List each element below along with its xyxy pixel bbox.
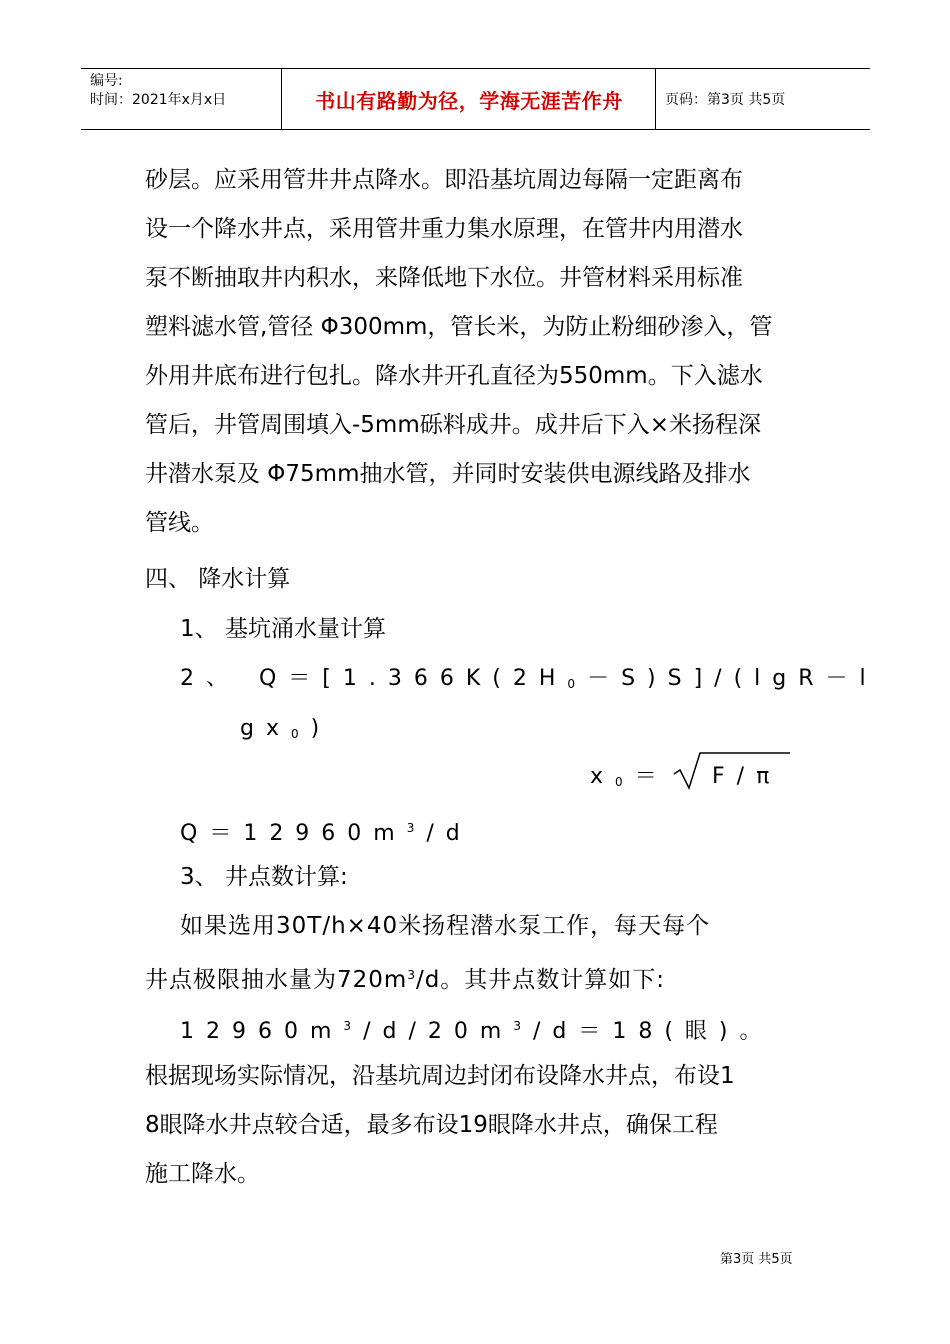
paragraph-dewatering-method [145,156,815,548]
formula-line: 2、 $Q=[1.366K(2H_0-S)S]/(\lg R-l$ [180,666,878,691]
calc-line: $12960m^3/d/20m^3/d=18$(眼)。 [180,1019,774,1044]
text-line: 施工降水。 [145,1161,260,1187]
formula-line: $gx_0$) [240,716,332,741]
text-line: 管后，井管周围填入-5mm砾料成井。成井后下入×米扬程深 [145,412,762,438]
list-item: 1、 基坑涌水量计算 [180,616,386,642]
header-page-info: 页码：第3页 共5页 [665,92,786,108]
time-label: 时间：2021年x月x日 [90,92,227,108]
paragraph-conclusion [145,1052,825,1199]
text-line: 设一个降水井点，采用管井重力集水原理，在管井内用潜水 [145,216,743,242]
sqrt-radicand: F/π [712,764,782,789]
pump-text: 井点极限抽水量为$720m^3/d$。其井点数计算如下: [145,967,666,993]
text-line: 8眼降水井点较合适，最多布设19眼降水井点，确保工程 [145,1112,718,1138]
header-meta [90,72,226,110]
q-result: $Q=12960m^3/d$ [180,821,472,846]
text-line: 井潜水泵及 Φ75mm抽水管，并同时安装供电源线路及排水 [145,461,751,487]
x0-formula: $x_0=$ [590,764,669,789]
pump-text: 如果选用30T/h×40米扬程潜水泵工作，每天每个 [180,913,711,939]
number-label: 编号: [90,73,123,89]
text-line: 砂层。应采用管井井点降水。即沿基坑周边每隔一定距离布 [145,167,743,193]
page-header [81,68,870,130]
text-line: 塑料滤水管,管径 Φ300mm，管长米，为防止粉细砂渗入，管 [145,314,773,340]
text-line: 管线。 [145,510,214,536]
page-footer: 第3页 共5页 [720,1252,793,1267]
header-motto: 书山有路勤为径，学海无涯苦作舟 [315,88,623,113]
text-line: 外用井底布进行包扎。降水井开孔直径为550mm。下入滤水 [145,363,763,389]
section-heading: 四、 降水计算 [145,566,291,592]
text-line: 泵不断抽取井内积水，来降低地下水位。井管材料采用标准 [145,265,743,291]
list-item: 3、 井点数计算: [180,864,348,890]
text-line: 根据现场实际情况，沿基坑周边封闭布设降水井点，布设1 [145,1063,735,1089]
